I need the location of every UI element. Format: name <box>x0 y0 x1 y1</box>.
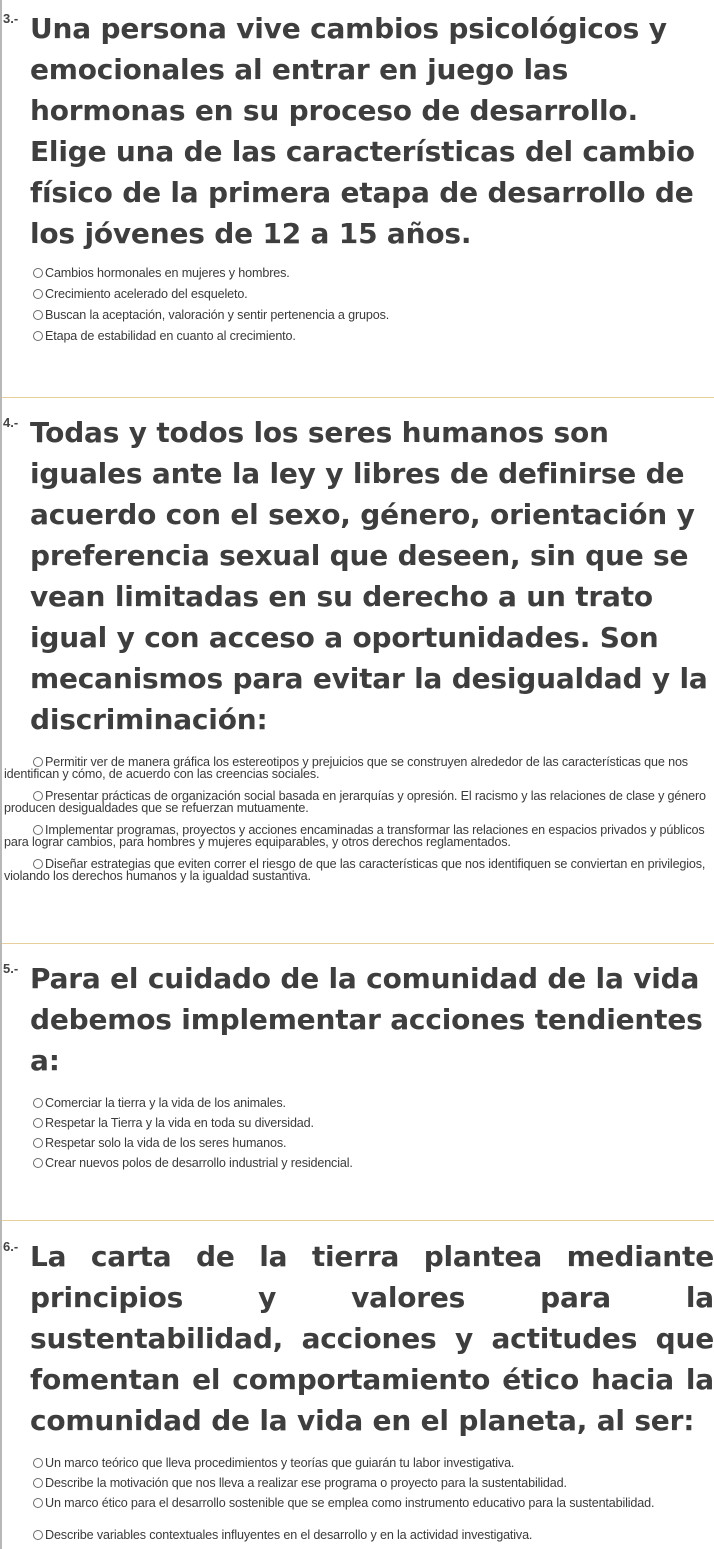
answer-option[interactable] <box>4 1457 712 1477</box>
question-separator <box>2 1220 714 1221</box>
question-text: Para el cuidado de la comunidad de la vida debemos implementar acciones tendientes a: <box>30 962 703 1077</box>
question-separator <box>2 397 714 398</box>
answer-option[interactable] <box>4 1477 712 1497</box>
option-label: Un marco ético para el desarrollo sostenible que se emplea como instrumento educativo para la sustentabilidad. <box>45 1496 655 1510</box>
answer-options <box>0 1097 714 1177</box>
answer-option[interactable] <box>4 288 712 309</box>
answer-options <box>0 267 714 351</box>
radio-button-icon[interactable] <box>33 289 43 299</box>
radio-button-icon[interactable] <box>33 791 43 801</box>
radio-button-icon[interactable] <box>33 268 43 278</box>
answer-option[interactable] <box>4 824 712 858</box>
radio-button-icon[interactable] <box>33 1478 43 1488</box>
question-text: Una persona vive cambios psicológicos y emocionales al entrar en juego las hormonas en su proceso de desarrollo. Elige una de las características del cambio físico de la primera etapa de desarrollo de los jóvenes de 12 a 15 años. <box>30 12 695 250</box>
option-label: Buscan la aceptación, valoración y sentir pertenencia a grupos. <box>45 308 390 322</box>
option-label: Respetar solo la vida de los seres humanos. <box>45 1136 287 1150</box>
answer-option[interactable] <box>4 309 712 330</box>
option-label: Crear nuevos polos de desarrollo industrial y residencial. <box>45 1156 353 1170</box>
question-separator <box>2 943 714 944</box>
radio-button-icon[interactable] <box>33 1498 43 1508</box>
radio-button-icon[interactable] <box>33 1458 43 1468</box>
answer-option[interactable] <box>4 858 712 892</box>
option-label: Cambios hormonales en mujeres y hombres. <box>45 266 290 280</box>
question-5 <box>0 958 714 1177</box>
option-label: Comerciar la tierra y la vida de los animales. <box>45 1096 286 1110</box>
option-label: Implementar programas, proyectos y acciones encaminadas a transformar las relaciones en espacios privados y públicos para lograr cambios, para hombres y mujeres equiparables, y otros derechos reglamentados. <box>4 823 705 849</box>
answer-option[interactable] <box>4 1529 712 1545</box>
radio-button-icon[interactable] <box>33 1138 43 1148</box>
question-number: 6.- <box>3 1239 19 1254</box>
option-label: Un marco teórico que lleva procedimientos y teorías que guiarán tu labor investigativa. <box>45 1456 515 1470</box>
question-text: Todas y todos los seres humanos son iguales ante la ley y libres de definirse de acuerdo con el sexo, género, orientación y preferencia sexual que deseen, sin que se vean limitadas en su derecho a un trato igual y con acceso a oportunidades. Son mecanismos para evitar la desigualdad y la discriminación: <box>30 416 708 736</box>
radio-button-icon[interactable] <box>33 331 43 341</box>
option-label: Etapa de estabilidad en cuanto al crecimiento. <box>45 329 296 343</box>
question-3 <box>0 8 714 351</box>
radio-button-icon[interactable] <box>33 1158 43 1168</box>
question-4 <box>0 412 714 892</box>
answer-option[interactable] <box>4 1157 712 1177</box>
radio-button-icon[interactable] <box>33 825 43 835</box>
radio-button-icon[interactable] <box>33 1118 43 1128</box>
answer-option[interactable] <box>4 756 712 790</box>
answer-option[interactable] <box>4 1097 712 1117</box>
radio-button-icon[interactable] <box>33 310 43 320</box>
question-number: 3.- <box>3 11 19 26</box>
question-number: 5.- <box>3 961 19 976</box>
question-number: 4.- <box>3 415 19 430</box>
question-text: La carta de la tierra plantea mediante principios y valores para la sustentabilidad, acciones y actitudes que fomentan el comportamiento ético hacia la comunidad de la vida en el planeta, al ser: <box>30 1240 714 1437</box>
answer-option[interactable] <box>4 1497 712 1529</box>
radio-button-icon[interactable] <box>33 859 43 869</box>
option-label: Describe la motivación que nos lleva a realizar ese programa o proyecto para la sustentabilidad. <box>45 1476 567 1490</box>
option-label: Diseñar estrategias que eviten correr el riesgo de que las características que nos identifiquen se conviertan en privilegios, violando los derechos humanos y la igualdad sustantiva. <box>4 857 706 883</box>
option-label: Crecimiento acelerado del esqueleto. <box>45 287 248 301</box>
question-6 <box>0 1236 714 1545</box>
option-label: Respetar la Tierra y la vida en toda su diversidad. <box>45 1116 314 1130</box>
answer-option[interactable] <box>4 267 712 288</box>
answer-option[interactable] <box>4 1117 712 1137</box>
answer-options <box>0 756 714 892</box>
radio-button-icon[interactable] <box>33 1530 43 1540</box>
radio-button-icon[interactable] <box>33 1098 43 1108</box>
answer-option[interactable] <box>4 330 712 351</box>
option-label: Presentar prácticas de organización social basada en jerarquías y opresión. El racismo y las relaciones de clase y género producen desigualdades que se refuerzan mutuamente. <box>4 789 706 815</box>
option-label: Describe variables contextuales influyentes en el desarrollo y en la actividad investigativa. <box>45 1528 533 1542</box>
answer-option[interactable] <box>4 1137 712 1157</box>
answer-options <box>0 1457 714 1545</box>
radio-button-icon[interactable] <box>33 757 43 767</box>
option-label: Permitir ver de manera gráfica los estereotipos y prejuicios que se construyen alrededor de las características que nos identifican y cómo, de acuerdo con las creencias sociales. <box>4 755 688 781</box>
answer-option[interactable] <box>4 790 712 824</box>
